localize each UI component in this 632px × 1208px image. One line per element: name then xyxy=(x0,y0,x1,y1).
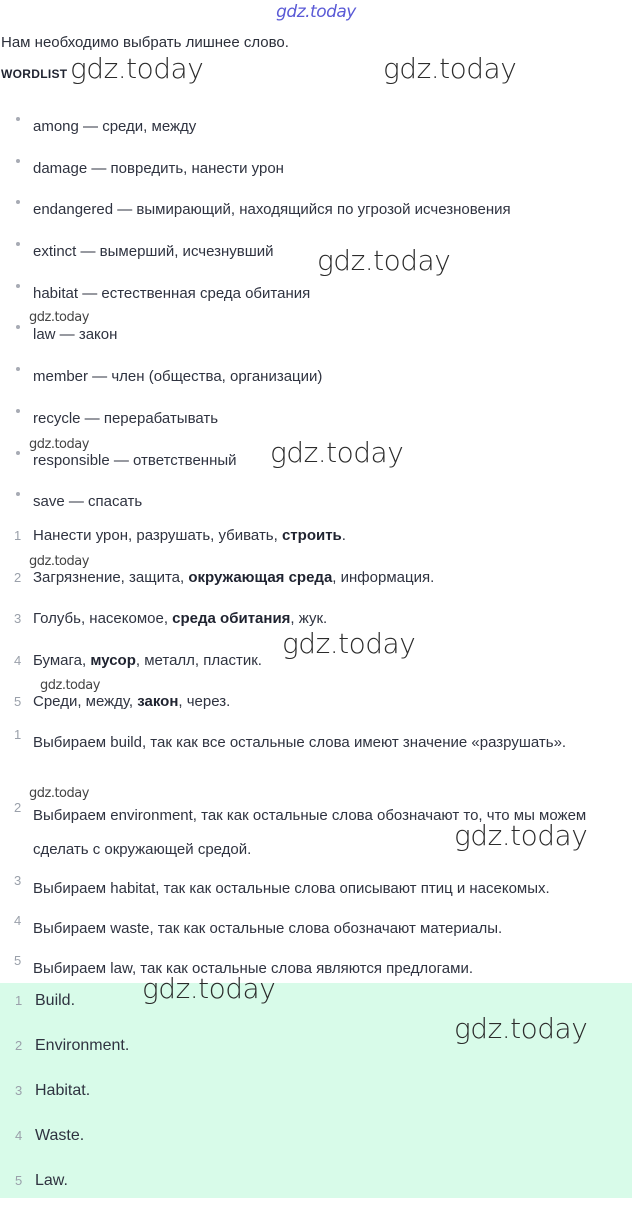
list-item xyxy=(0,399,632,441)
answer-text: Waste. xyxy=(35,1127,85,1144)
wordlist-entry: recycle — перерабатывать xyxy=(33,409,219,427)
odd-word: окружающая среда xyxy=(188,568,333,586)
task-text-end: . xyxy=(341,527,346,544)
bullet-dot xyxy=(16,284,20,288)
task-item xyxy=(0,559,632,601)
bullet-dot xyxy=(16,200,20,204)
list-item xyxy=(0,107,632,149)
explanation-item xyxy=(0,791,632,864)
wordlist-heading: WORDLIST xyxy=(1,67,68,81)
item-number: 2 xyxy=(15,1038,23,1053)
item-number: 4 xyxy=(14,913,22,928)
answer-item xyxy=(0,983,632,1028)
watermark: gdz.today xyxy=(317,244,451,277)
explanation-text: Выбираем build, так как все остальные слова имеют значение «разрушать». xyxy=(33,734,567,751)
intro-text: Нам необходимо выбрать лишнее слово. xyxy=(1,34,289,51)
explanation-item xyxy=(0,904,632,944)
odd-word: среда обитания xyxy=(172,610,291,628)
explanation-item xyxy=(0,864,632,904)
bullet-dot xyxy=(16,117,20,121)
watermark: gdz.today xyxy=(383,52,517,85)
watermark: gdz.today xyxy=(454,1012,588,1045)
list-item xyxy=(0,232,632,274)
wordlist-entry: extinct — вымерший, исчезнувший xyxy=(33,243,274,261)
explanation-text: Выбираем waste, так как остальные слова обозначают материалы. xyxy=(33,920,503,937)
watermark: gdz.today xyxy=(29,437,89,452)
watermark: gdz.today xyxy=(270,436,404,469)
wordlist-entry: damage — повредить, нанести урон xyxy=(33,159,284,177)
bullet-dot xyxy=(16,159,20,163)
explanation-list xyxy=(0,718,632,984)
wordlist-entry: member — член (общества, организации) xyxy=(33,368,323,386)
item-number: 5 xyxy=(14,694,22,710)
item-number: 3 xyxy=(15,1083,23,1098)
answer-item xyxy=(0,1163,632,1208)
item-number: 1 xyxy=(14,727,22,742)
wordlist-entry: habitat — естественная среда обитания xyxy=(33,284,311,302)
odd-word: строить xyxy=(281,527,342,544)
watermark: gdz.today xyxy=(29,786,89,801)
task-text: Голубь, насекомое, xyxy=(33,610,173,628)
item-number: 3 xyxy=(14,611,22,627)
list-item xyxy=(0,357,632,399)
task-text-end: , информация. xyxy=(332,568,435,586)
bullet-dot xyxy=(16,367,20,371)
explanation-text: Выбираем habitat, так как остальные слова описывают птиц и насекомых. xyxy=(33,880,550,897)
list-item xyxy=(0,274,632,316)
list-item xyxy=(0,190,632,232)
explanation-text: Выбираем environment, так как остальные слова обозначают то, что мы можем сделать с окружающей средой. xyxy=(33,807,587,858)
wordlist-entry: save — спасать xyxy=(33,493,143,511)
task-item xyxy=(0,517,632,559)
answer-list xyxy=(0,983,632,1208)
bullet-dot xyxy=(16,492,20,496)
task-text: Бумага, xyxy=(33,651,91,669)
bullet-dot xyxy=(16,242,20,246)
answer-text: Build. xyxy=(35,992,76,1009)
item-number: 1 xyxy=(14,528,22,543)
wordlist xyxy=(0,107,632,524)
task-text-end: , металл, пластик. xyxy=(135,651,262,669)
answer-text: Habitat. xyxy=(35,1082,91,1099)
explanation-item xyxy=(0,944,632,984)
task-item xyxy=(0,600,632,642)
item-number: 3 xyxy=(14,873,22,888)
wordlist-entry: endangered — вымирающий, находящийся по угрозой исчезновения xyxy=(33,201,511,219)
task-text: Загрязнение, защита, xyxy=(33,568,189,586)
wordlist-entry: law — закон xyxy=(33,326,118,344)
task-text: Нанести урон, разрушать, убивать, xyxy=(33,527,282,544)
item-number: 4 xyxy=(15,1128,23,1143)
site-logo[interactable]: gdz.today xyxy=(276,2,356,22)
item-number: 2 xyxy=(14,800,22,815)
wordlist-entry: responsible — ответственный xyxy=(33,451,237,469)
task-item xyxy=(0,642,632,684)
item-number: 5 xyxy=(15,1173,23,1188)
odd-word: закон xyxy=(137,693,179,711)
answer-text: Environment. xyxy=(35,1037,130,1054)
odd-word: мусор xyxy=(90,651,136,669)
answer-text: Law. xyxy=(35,1172,68,1189)
task-text: Среди, между, xyxy=(33,693,138,711)
watermark: gdz.today xyxy=(29,554,89,569)
bullet-dot xyxy=(16,325,20,329)
watermark: gdz.today xyxy=(282,627,416,660)
explanation-text: Выбираем law, так как остальные слова являются предлогами. xyxy=(33,960,473,977)
list-item xyxy=(0,149,632,191)
item-number: 2 xyxy=(14,569,22,585)
explanation-item xyxy=(0,718,632,791)
watermark: gdz.today xyxy=(40,678,100,693)
list-item xyxy=(0,441,632,483)
watermark: gdz.today xyxy=(142,972,276,1005)
watermark: gdz.today xyxy=(454,819,588,852)
list-item xyxy=(0,315,632,357)
answer-box xyxy=(0,983,632,1198)
item-number: 4 xyxy=(14,652,22,668)
bullet-dot xyxy=(16,451,20,455)
watermark: gdz.today xyxy=(29,310,89,325)
answer-item xyxy=(0,1028,632,1073)
answer-item xyxy=(0,1118,632,1163)
answer-item xyxy=(0,1073,632,1118)
item-number: 1 xyxy=(15,993,23,1008)
task-list xyxy=(0,517,632,725)
watermark: gdz.today xyxy=(70,52,204,85)
wordlist-entry: among — среди, между xyxy=(33,118,197,135)
task-text-end: , через. xyxy=(178,693,231,711)
task-text-end: , жук. xyxy=(290,610,328,628)
bullet-dot xyxy=(16,409,20,413)
item-number: 5 xyxy=(14,953,22,968)
